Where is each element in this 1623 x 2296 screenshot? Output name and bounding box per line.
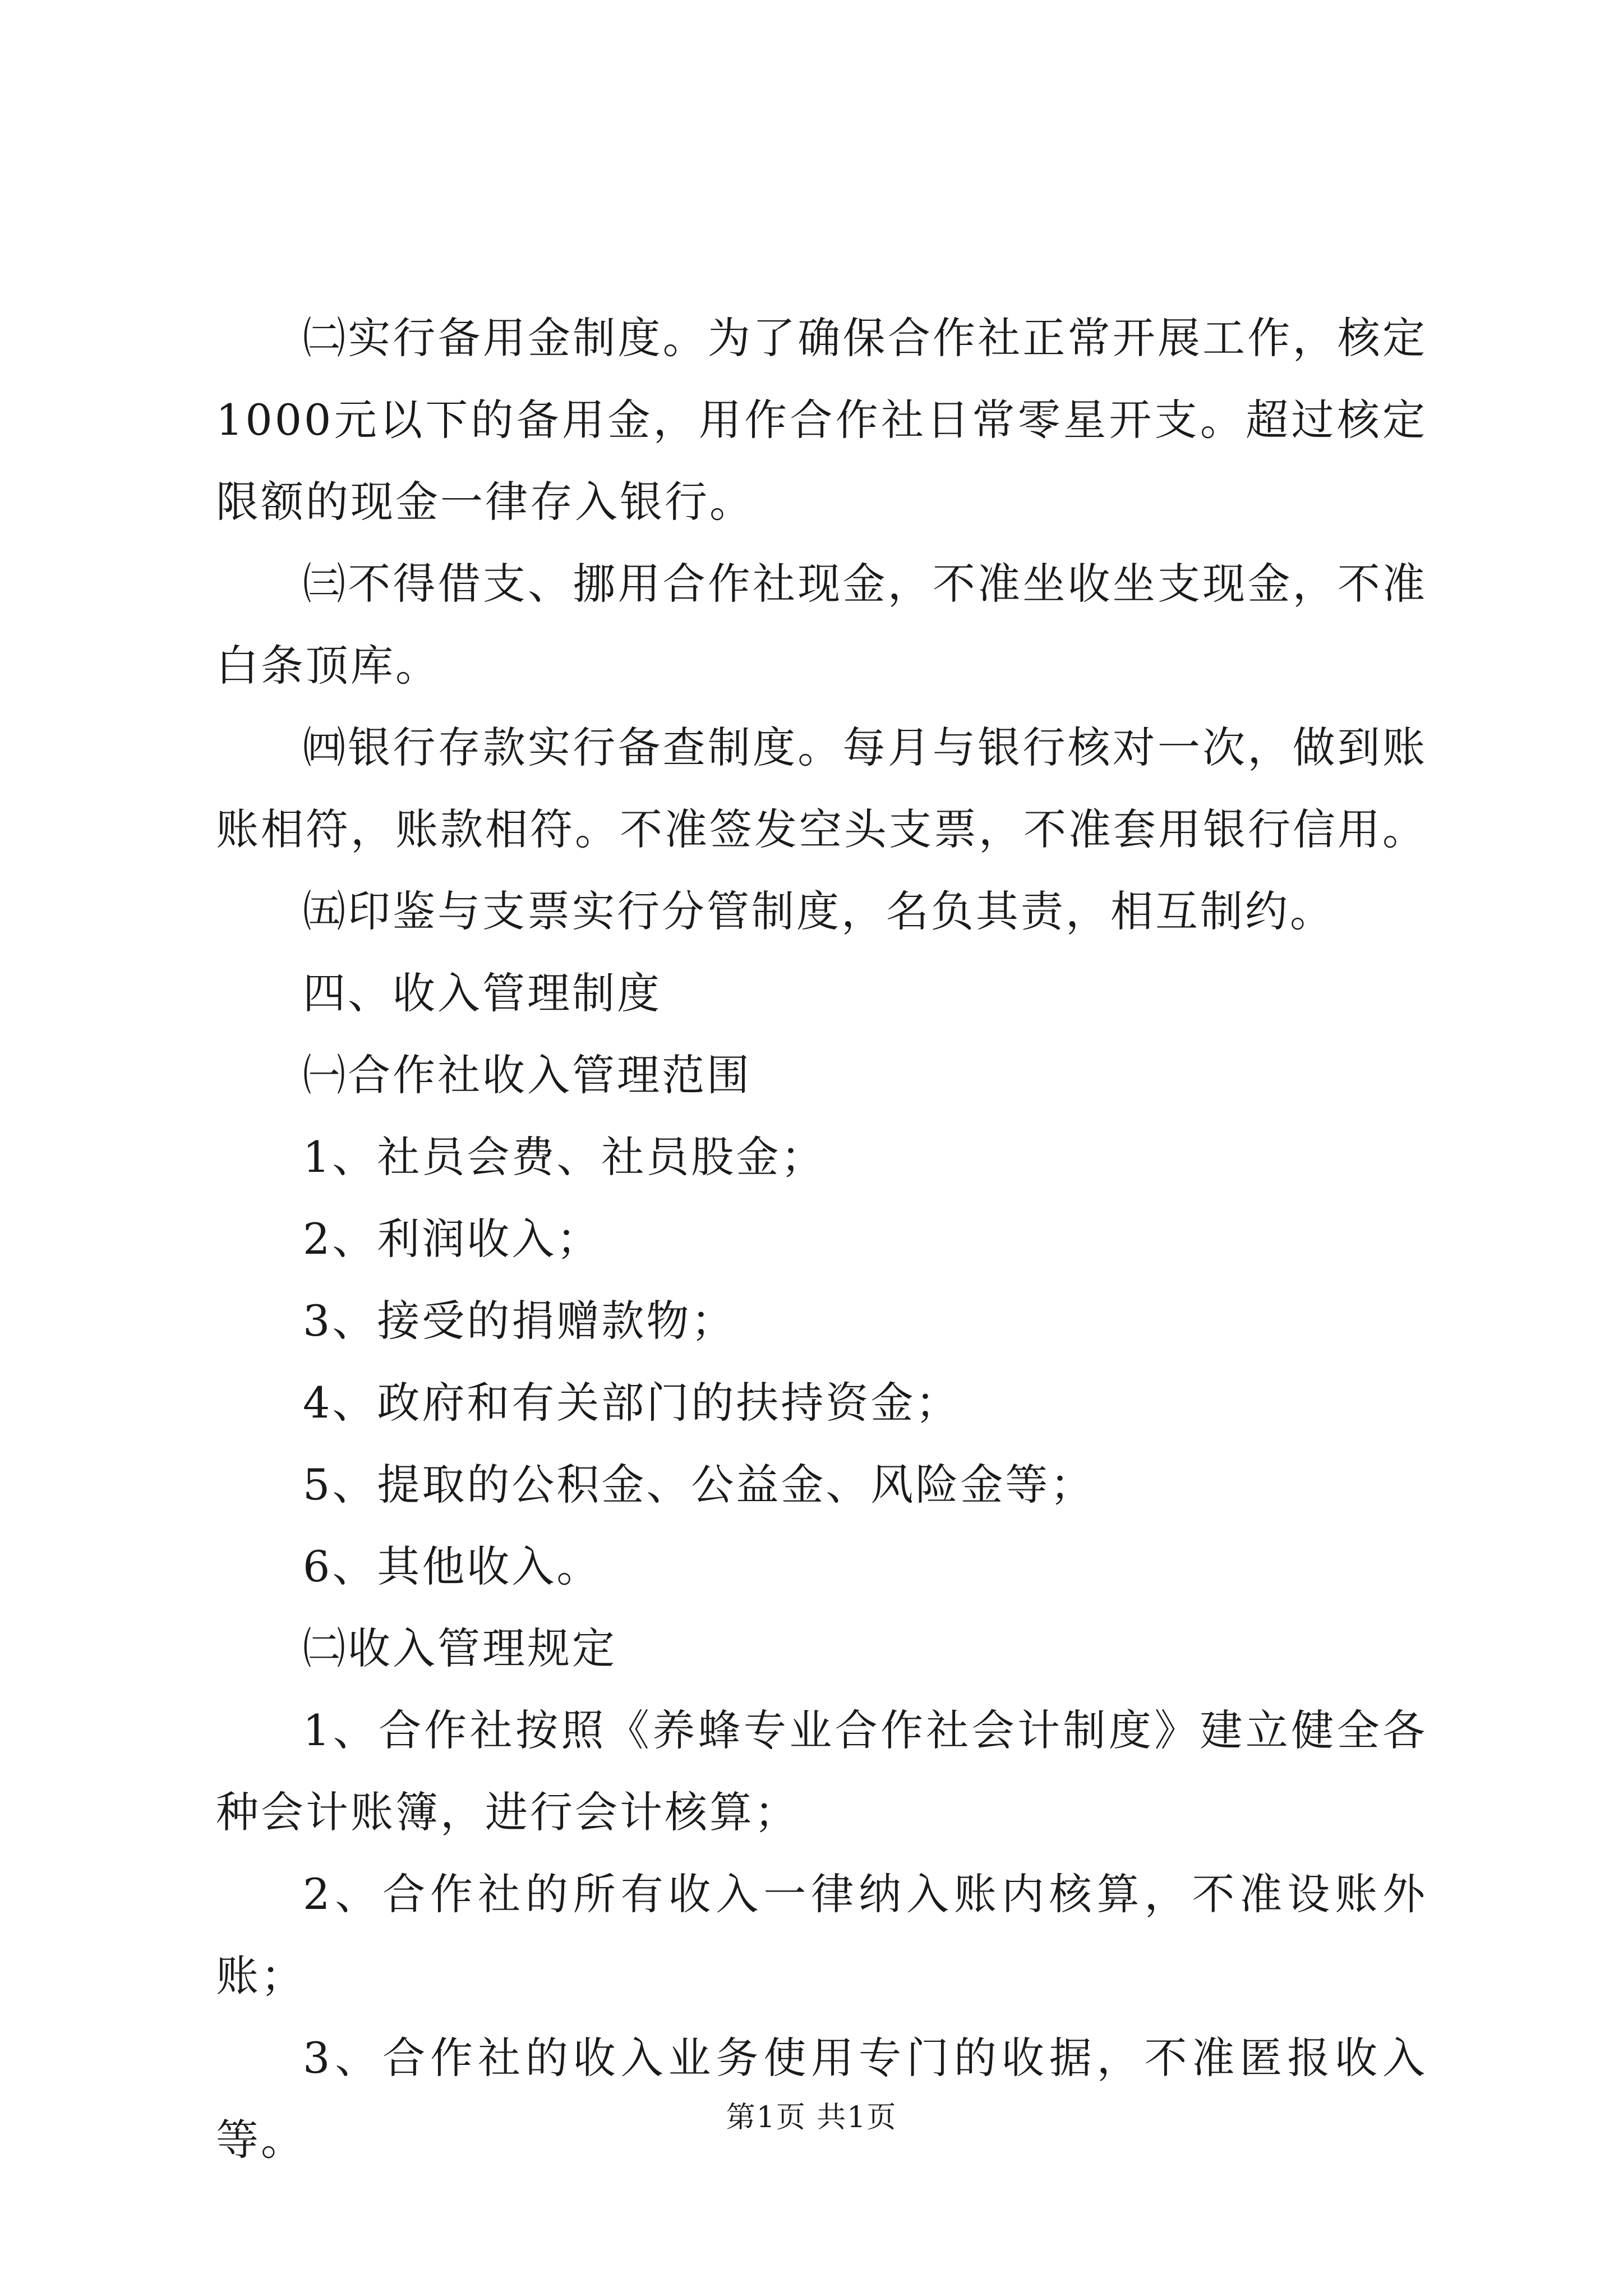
subheading-income-scope: ㈠合作社收入管理范围: [303, 1050, 751, 1100]
list-item: 2、利润收入；: [303, 1214, 602, 1264]
list-item: 4、政府和有关部门的扶持资金；: [303, 1378, 961, 1428]
paragraph-reserve-fund: ㈡实行备用金制度。为了确保合作社正常开展工作，核定1000元以下的备用金，用作合作社日常零星开支。超过核定限额的现金一律存入银行。: [216, 313, 1427, 527]
list-item: 3、合作社的收入业务使用专门的收据，不准匿报收入等。: [216, 2033, 1427, 2165]
section-heading-income: 四、收入管理制度: [303, 968, 662, 1018]
paragraph-seal-cheque: ㈤印鉴与支票实行分管制度，名负其责，相互制约。: [303, 886, 1335, 936]
page-number-footer: 第1页 共1页: [726, 2101, 897, 2134]
list-item: 5、提取的公积金、公益金、风险金等；: [303, 1460, 1095, 1510]
list-item: 1、社员会费、社员股金；: [303, 1132, 826, 1182]
list-item: 2、合作社的所有收入一律纳入账内核算，不准设账外账；: [216, 1869, 1427, 2001]
list-item: 1、合作社按照《养蜂专业合作社会计制度》建立健全各种会计账簿，进行会计核算；: [216, 1705, 1427, 1837]
document-body: [216, 297, 1427, 2181]
list-item: 3、接受的捐赠款物；: [303, 1296, 736, 1346]
list-item: 6、其他收入。: [303, 1542, 602, 1591]
subheading-income-rules: ㈡收入管理规定: [303, 1623, 617, 1673]
paragraph-bank-deposit: ㈣银行存款实行备查制度。每月与银行核对一次，做到账账相符，账款相符。不准签发空头支票，不准套用银行信用。: [216, 723, 1427, 854]
paragraph-no-borrowing: ㈢不得借支、挪用合作社现金，不准坐收坐支现金，不准白条顶库。: [216, 559, 1427, 691]
